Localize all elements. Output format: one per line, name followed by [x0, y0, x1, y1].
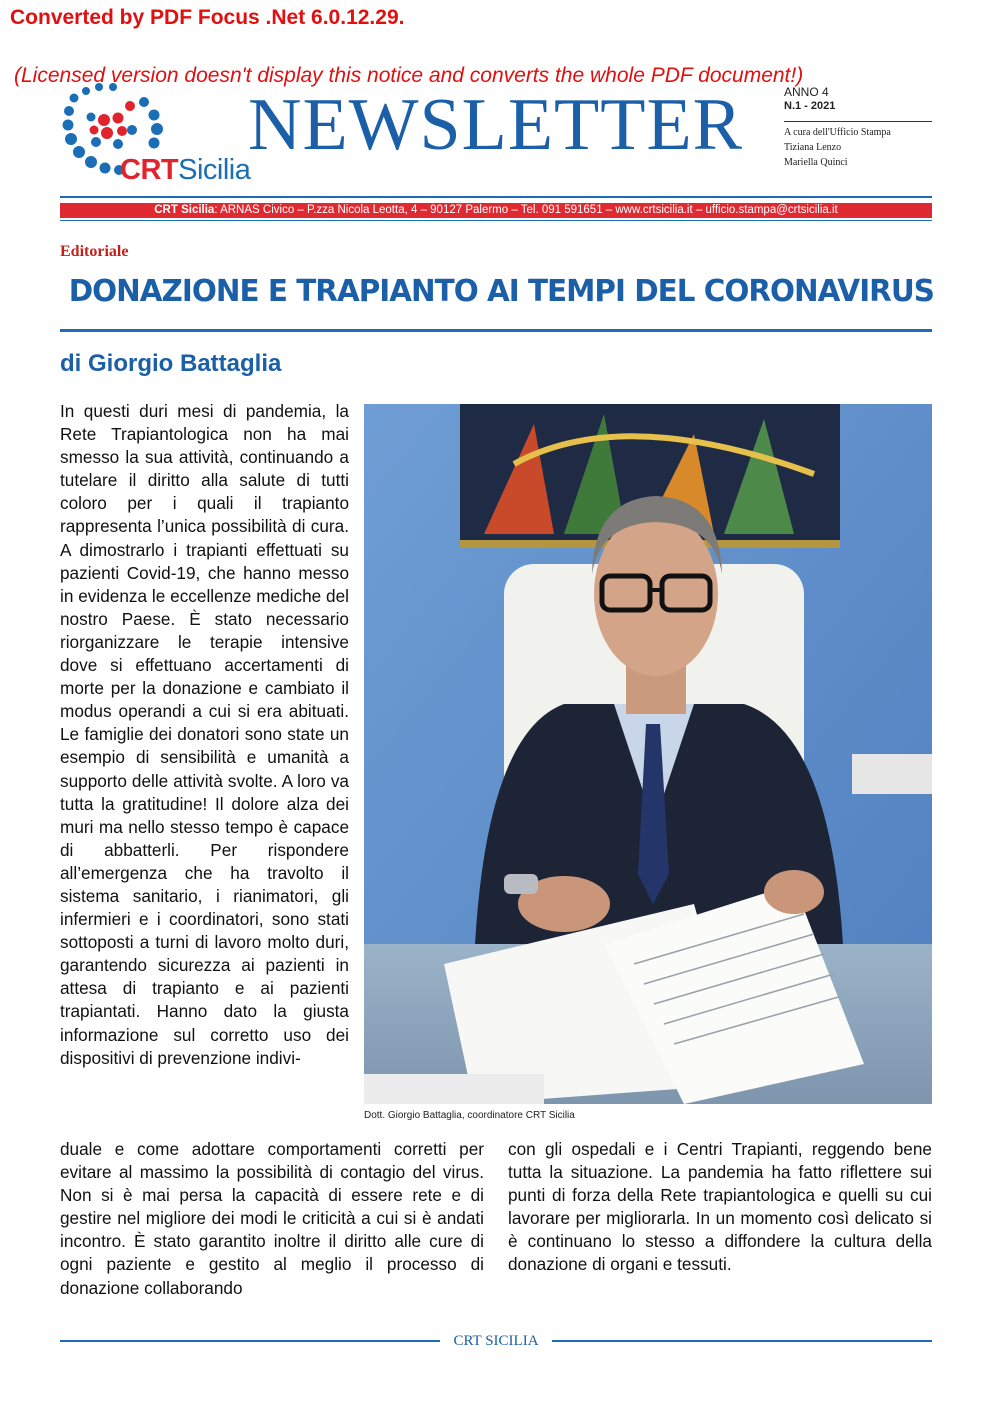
article-column-bottom-left: duale e come adottare comportamenti corretti per evitare al massimo la possibilità di contagio del virus. Non si è mai persa la capacità di essere rete e di gestire nel migliore dei modi le criticità a cui si è andati incontro. È stato garantito inoltre il diritto alle cure di ogni paziente e gestito al meglio il processo di donazione collaborando [60, 1139, 484, 1298]
article-column-left: In questi duri mesi di pandemia, la Rete Trapiantologica non ha mai smesso la sua attività, continuando a tutelare il diritto alla salute di tutti coloro per i quali il trapianto rappresenta l’unica possibilità di cura. A dimostrarlo i trapianti effettuati su pazienti Covid-19, che hanno messo in evidenza le eccellenze mediche del nostro Paese. È stato necessario riorganizzare le terapie intensive dove si effettuano accertamenti di morte per la donazione e cambiato il modus operandi a cui si era abituati. Le famiglie dei donatori sono state un esempio di sensibilità e umanità a supporto delle attività svolte. A loro va tutta la gratitudine! Il dolore alza dei muri ma nello stesso tempo è capace di abbatterli. Per rispondere all’emergenza che ha travolto il sistema sanitario, i rianimatori, gli infermieri e i coordinatori, sono stati sottoposti a turni di lavoro molto duri, garantendo sicurezza ai pazienti in attesa di trapianto e ai pazienti trapiantati. Hanno dato la giusta informazione sul corretto uso dei dispositivi di prevenzione indivi- [60, 401, 349, 1068]
masthead-side-rule [784, 121, 932, 122]
article-headline: DONAZIONE E TRAPIANTO AI TEMPI DEL CORONAVIRUS [68, 274, 934, 309]
newsletter-title: NEWSLETTER [248, 84, 744, 166]
headline-rule [60, 329, 932, 332]
article-column-bottom-right: con gli ospedali e i Centri Trapianti, reggendo bene tutta la situazione. La pandemia ha fatto riflettere sui punti di forza della Rete trapiantologica e quelli su cui lavorare per migliorarla. In un momento così delicato si è continuano lo stesso a diffondere la cultura della donazione di organi e tessuti. [508, 1139, 932, 1275]
header-rule-thin [60, 220, 932, 221]
article-byline: di Giorgio Battaglia [60, 350, 282, 377]
portrait-photo [364, 404, 932, 1104]
header-rule [60, 196, 932, 198]
license-notice: (Licensed version doesn't display this notice and converts the whole PDF document!) [14, 64, 804, 87]
address-bar: CRT Sicilia: ARNAS Civico – P.zza Nicola Leotta, 4 – 90127 Palermo – Tel. 091 591651 – www.crtsicilia.it – ufficio.stampa@crtsicilia.it [60, 203, 932, 218]
issue-number: N.1 - 2021 [784, 100, 836, 112]
credit-line: Tiziana Lenzo [784, 142, 842, 153]
credit-line: Mariella Quinci [784, 157, 848, 168]
logo-wordmark: CRTSicilia [120, 154, 251, 186]
section-kicker: Editoriale [60, 243, 129, 260]
credit-line: A cura dell'Ufficio Stampa [784, 127, 891, 138]
issue-year: ANNO 4 [784, 85, 829, 99]
conversion-notice: Converted by PDF Focus .Net 6.0.12.29. [10, 6, 405, 29]
footer-rule-right [552, 1340, 932, 1342]
photo-caption: Dott. Giorgio Battaglia, coordinatore CRT Sicilia [364, 1110, 575, 1121]
footer-label: CRT SICILIA [453, 1333, 539, 1349]
footer-rule-left [60, 1340, 440, 1342]
